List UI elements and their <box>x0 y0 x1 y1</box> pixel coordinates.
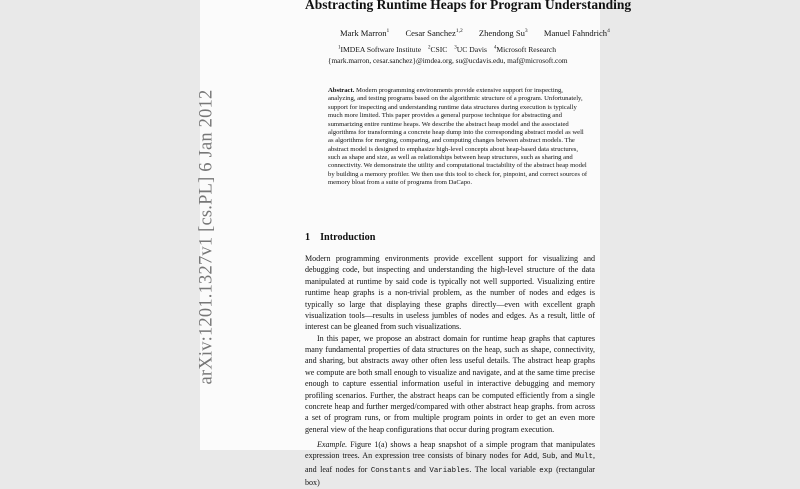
author: Cesar Sanchez$^{1,2}$ <box>405 28 463 38</box>
example-paragraph: Example. Figure 1(a) shows a heap snapshot of a simple program that manipulates expression trees. An expression tree consists of binary nodes for Add, Sub, and Mult, and leaf nodes for Constants and Variables. The local variable exp (rectangular box) <box>305 440 595 488</box>
paragraph: Modern programming environments provide excellent support for visualizing and debugging code, but inspecting and understanding the high-level structure of the data manipulated at runtime by said code is typically not well supported. Visualizing entire runtime heap graphs is a non-trivial problem, as the number of nodes and edges is typically so large that displaying these graphs directly—even with excellent graph visualization tools—results in useless jumbles of nodes and edges. As a result, little of interest can be gleaned from such visualizations. <box>305 254 595 332</box>
section-body <box>305 253 595 489</box>
paper-title: Abstracting Runtime Heaps for Program Understanding <box>305 0 632 12</box>
abstract-text: Modern programming environments provide extensive support for inspecting, analyzing, and testing programs based on the algorithmic structure of a program. Unfortunately, support for inspecting and understanding runtime data structures during execution is typically much more limited. This paper provides a general purpose technique for abstracting and summarizing entire runtime heaps. We describe the abstract heap model and the associated algorithms for transforming a concrete heap dump into the corresponding abstract model as well as algorithms for merging, comparing, and computing changes between abstract models. The abstract model is designed to emphasize high-level concepts about heap-based data structures, such as shape and size, as well as relationships between heap structures, such as sharing and connectivity. We demonstrate the utility and computational tractability of the abstract heap model by building a memory profiler. We then use this tool to check for, pinpoint, and correct sources of memory bloat from a suite of programs from DaCapo. <box>328 87 588 187</box>
paper-page <box>200 0 632 488</box>
section-heading <box>305 232 375 243</box>
author: Zhendong Su$^3$ <box>478 28 528 38</box>
affiliation: $^1$IMDEA Software Institute <box>338 45 422 54</box>
abstract-label: Abstract. <box>328 87 355 94</box>
author-list <box>340 28 624 38</box>
affiliations <box>338 45 561 54</box>
section-title: Introduction <box>320 232 376 243</box>
arxiv-identifier-stamp: arXiv:1201.1327v1 [cs.PL] 6 Jan 2012 <box>196 89 217 385</box>
affiliation: $^4$Microsoft Research <box>493 45 557 54</box>
affiliation: $^2$CSIC <box>427 45 448 54</box>
author: Manuel Fahndrich$^4$ <box>543 28 610 38</box>
paragraph: In this paper, we propose an abstract domain for runtime heap graphs that captures many fundamental properties of data structures on the heap, such as shape, connectivity, and sharing, but abstracts away other often less useful details. The abstract heap graphs we compute are both small enough to visualize and navigate, and at the same time precise enough to capture essential information useful in interactive debugging and memory profiling scenarios. Further, the abstract heaps can be computed efficiently from a single concrete heap and further merged/compared with other abstract heap graphs. from across a set of program runs, or from multiple program points in order to get an even more general view of the heap configurations that occur during program execution. <box>305 333 595 434</box>
affiliation: $^3$UC Davis <box>454 45 487 54</box>
abstract <box>328 87 590 188</box>
author-emails: {mark.marron, cesar.sanchez}@imdea.org, su@ucdavis.edu, maf@microsoft.com <box>328 56 568 65</box>
section-number: 1 <box>305 232 311 243</box>
author: Mark Marron$^1$ <box>340 28 390 38</box>
